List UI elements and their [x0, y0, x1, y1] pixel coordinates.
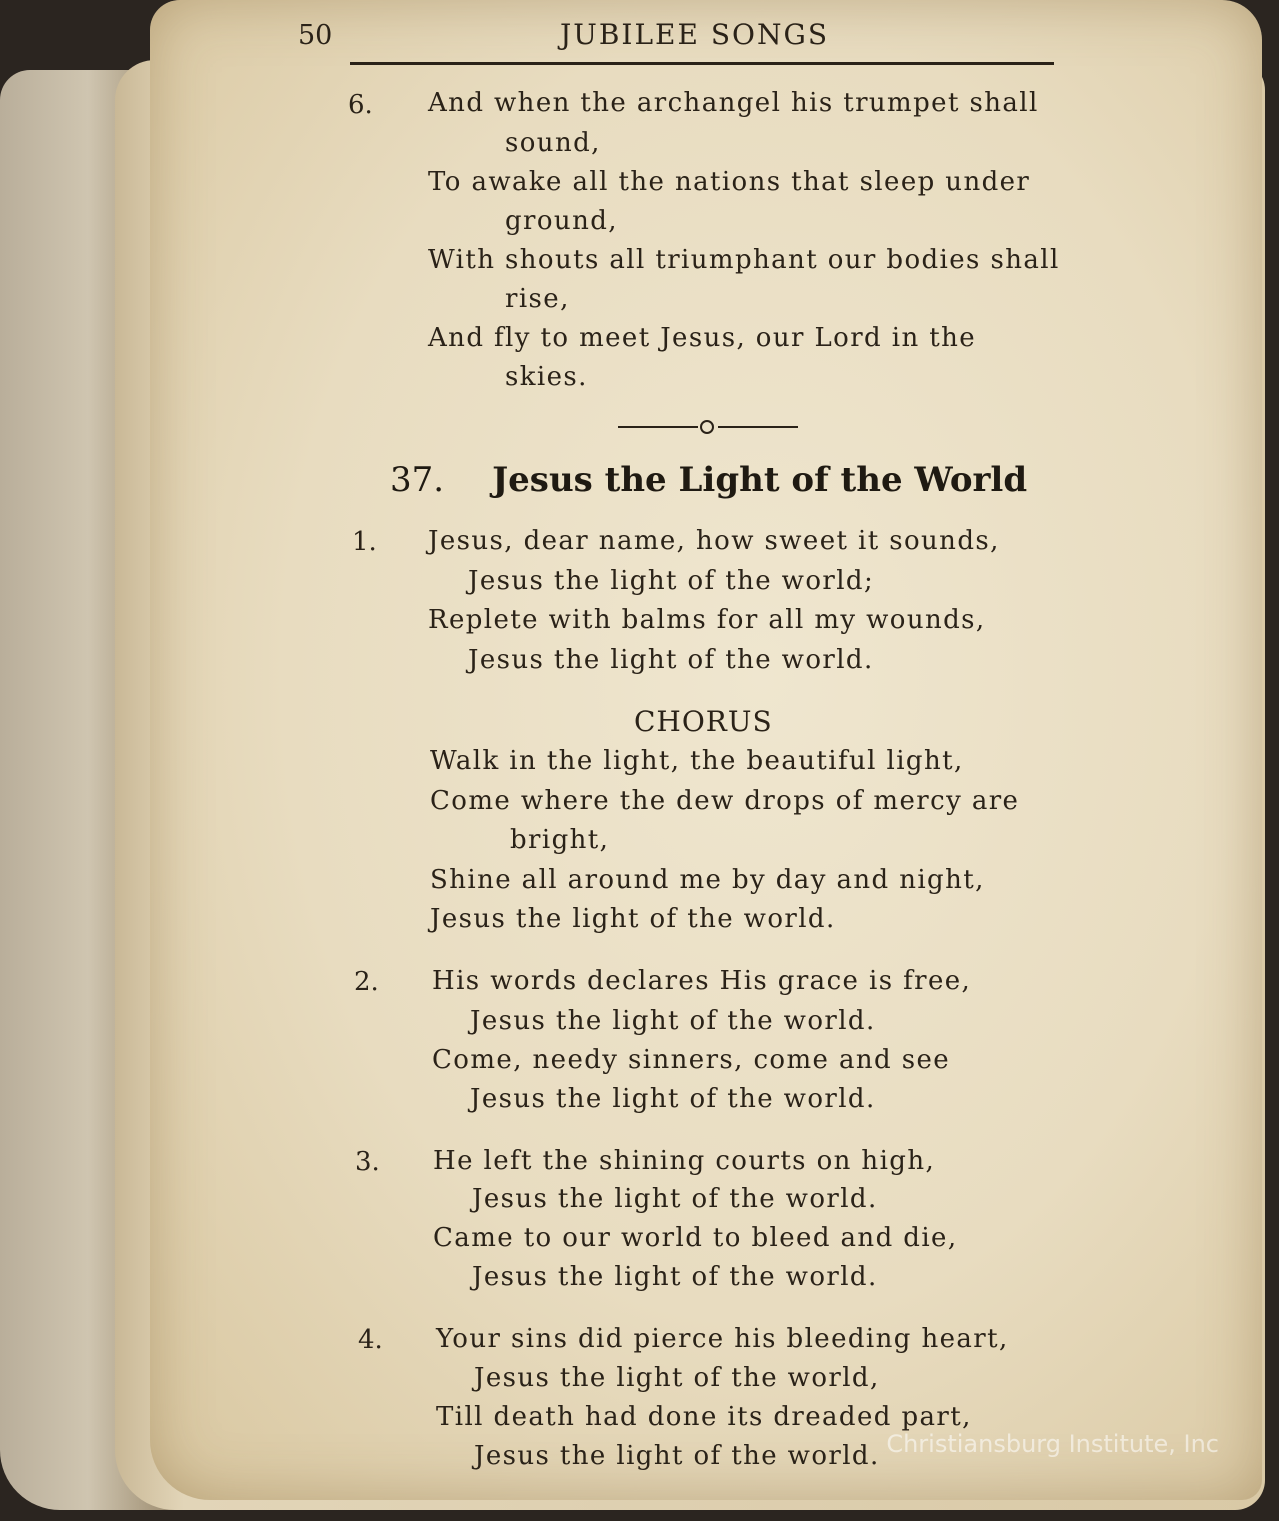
song-number: 37. — [390, 460, 445, 500]
verse-line: rise, — [505, 284, 570, 314]
chorus-line: Jesus the light of the world. — [430, 904, 836, 934]
verse-line: Jesus the light of the world. — [472, 1262, 878, 1292]
verse-number: 6. — [348, 90, 373, 120]
chorus-line: Shine all around me by day and night, — [430, 865, 985, 895]
verse-number: 2. — [354, 967, 379, 997]
verse-line: ground, — [505, 206, 618, 236]
verse-line: And when the archangel his trumpet shall — [428, 88, 1039, 118]
verse-line: Jesus the light of the world. — [474, 1441, 880, 1471]
verse-line: Jesus, dear name, how sweet it sounds, — [428, 526, 1000, 556]
verse-number: 3. — [355, 1147, 380, 1177]
hymnal-page — [150, 0, 1262, 1500]
page-number: 50 — [298, 20, 333, 51]
verse-line: Your sins did pierce his bleeding heart, — [436, 1324, 1009, 1354]
chorus-line: Walk in the light, the beautiful light, — [430, 746, 964, 776]
verse-line: Come, needy sinners, come and see — [432, 1045, 951, 1075]
verse-line: Jesus the light of the world. — [472, 1184, 878, 1214]
section-divider — [618, 424, 798, 430]
song-title-text: Jesus the Light of the World — [492, 460, 1028, 500]
verse-line: Jesus the light of the world. — [470, 1006, 876, 1036]
verse-line: His words declares His grace is free, — [432, 966, 972, 996]
verse-line: And fly to meet Jesus, our Lord in the — [428, 323, 977, 353]
chorus-line: Come where the dew drops of mercy are — [430, 786, 1020, 816]
verse-line: Jesus the light of the world, — [474, 1363, 880, 1393]
verse-line: Jesus the light of the world. — [470, 1084, 876, 1114]
running-title: JUBILEE SONGS — [560, 18, 830, 51]
chorus-heading: CHORUS — [634, 705, 773, 738]
verse-number: 1. — [352, 527, 377, 557]
verse-number: 4. — [358, 1325, 383, 1355]
header-rule — [350, 14, 1054, 65]
watermark: Christiansburg Institute, Inc — [886, 1430, 1219, 1458]
chorus-line: bright, — [510, 825, 610, 855]
verse-line: Came to our world to bleed and die, — [433, 1223, 958, 1253]
verse-line: He left the shining courts on high, — [433, 1146, 936, 1176]
verse-line: With shouts all triumphant our bodies shall — [428, 245, 1060, 275]
song-title — [390, 460, 1027, 500]
verse-line: sound, — [505, 128, 601, 158]
verse-line: Jesus the light of the world. — [468, 645, 874, 675]
verse-line: Till death had done its dreaded part, — [436, 1402, 972, 1432]
verse-line: To awake all the nations that sleep under — [428, 167, 1031, 197]
verse-line: Jesus the light of the world; — [468, 566, 875, 596]
verse-line: skies. — [505, 362, 588, 392]
verse-line: Replete with balms for all my wounds, — [428, 605, 986, 635]
